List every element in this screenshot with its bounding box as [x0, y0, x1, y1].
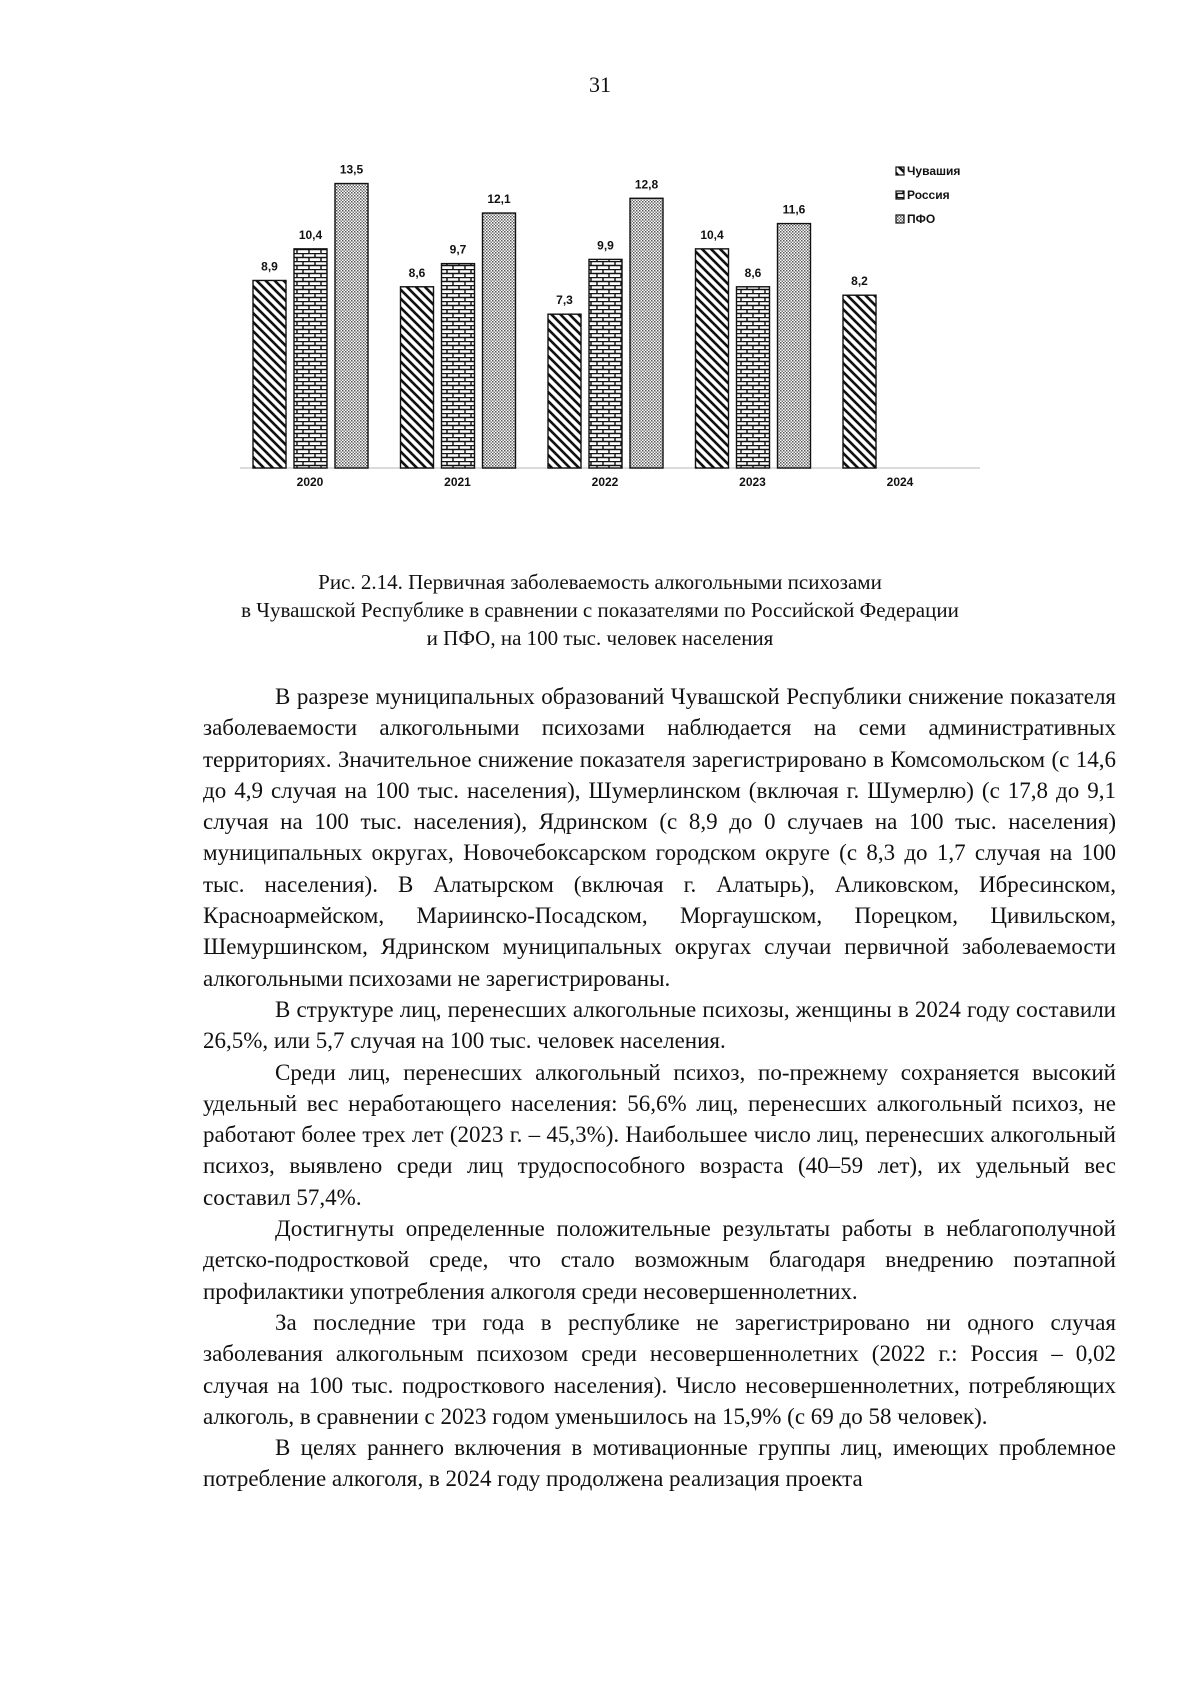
x-tick-label: 2021	[444, 475, 471, 489]
legend-swatch-россия	[896, 191, 904, 199]
data-label: 13,5	[339, 165, 364, 177]
paragraph: В целях раннего включения в мотивационные группы лиц, имеющих проблемное потребление алкоголя, в 2024 году продолжена реализация проекта	[203, 1435, 1116, 1492]
data-label: 9,9	[597, 238, 614, 253]
bar-чувашия-2022	[548, 314, 581, 468]
bar-россия-2023	[737, 287, 770, 468]
bar-чувашия-2021	[401, 287, 434, 468]
bar-пфо-2020	[335, 184, 368, 468]
body-text	[203, 681, 1116, 1495]
legend-label: ПФО	[907, 212, 936, 226]
x-tick-label: 2023	[739, 475, 766, 489]
legend-label: Россия	[907, 188, 950, 202]
data-label: 8,6	[744, 265, 762, 280]
data-label: 10,4	[700, 227, 724, 242]
paragraph: В разрезе муниципальных образований Чувашской Республики снижение показателя заболеваемости алкогольными психозами наблюдается на семи административных территориях. Значительное снижение показателя зарегистрировано в Комсомольском (с 14,6 до 4,9 случая на 100 тыс. населения), Шумерлинском (включая г. Шумерлю) (с 17,8 до 9,1 случая на 100 тыс. населения), Ядринском (с 8,9 до 0 случаев на 100 тыс. населения) муниципальных округах, Новочебоксарском городском округе (с 8,3 до 1,7 случая на 100 тыс. населения). В Алатырском (включая г. Алатырь), Аликовском, Ибресинском, Красноармейском, Мариинско-Посадском, Моргаушском, Порецком, Цивильском, Шемуршинском, Ядринском муниципальных округах случаи первичной заболеваемости алкогольными психозами не зарегистрированы.	[203, 684, 1116, 991]
caption-line: Рис. 2.14. Первичная заболеваемость алкогольными психозами	[318, 570, 882, 594]
bar-чувашия-2023	[696, 249, 729, 468]
paragraph: Среди лиц, перенесших алкогольный психоз, по-прежнему сохраняется высокий удельный вес неработающего населения: 56,6% лиц, перенесших алкогольный психоз, не работают более трех лет (2023 г. – 45,3%). Наибольшее число лиц, перенесших алкогольный психоз, выявлено среди лиц трудоспособного возраста (40–59 лет), их удельный вес составил 57,4%.	[203, 1059, 1116, 1210]
paragraph: За последние три года в республике не зарегистрировано ни одного случая заболевания алкогольным психозом среди несовершеннолетних (2022 г.: Россия – 0,02 случая на 100 тыс. подросткового населения). Число несовершеннолетних, потребляющих алкоголь, в сравнении с 2023 годом уменьшилось на 15,9% (с 69 до 58 человек).	[203, 1309, 1116, 1429]
caption-line: в Чувашской Республике в сравнении с показателями по Российской Федерации	[241, 598, 959, 622]
caption-line: и ПФО, на 100 тыс. человек населения	[426, 626, 774, 650]
bar-пфо-2021	[483, 213, 516, 468]
figure-caption	[150, 568, 1050, 652]
data-label: 8,2	[851, 274, 868, 289]
legend-label: Чувашия	[907, 165, 961, 178]
data-label: 10,4	[298, 227, 323, 242]
data-label: 7,3	[556, 293, 573, 308]
paragraph: В структуре лиц, перенесших алкогольные психозы, женщины в 2024 году составили 26,5%, или 5,7 случая на 100 тыс. человек населения.	[203, 996, 1116, 1054]
bar-пфо-2023	[778, 224, 811, 468]
data-label: 12,1	[487, 192, 511, 207]
bar-пфо-2022	[630, 198, 663, 468]
page-number: 31	[589, 72, 611, 97]
data-label: 12,8	[634, 177, 659, 192]
data-label: 9,7	[449, 242, 467, 257]
chart-legend	[896, 165, 960, 226]
data-label: 8,6	[408, 265, 426, 280]
x-tick-label: 2020	[296, 475, 324, 489]
bar-чувашия-2020	[253, 280, 286, 468]
bar-россия-2020	[294, 249, 327, 468]
bar-россия-2021	[442, 264, 475, 468]
data-label: 11,6	[782, 202, 806, 217]
legend-swatch-чувашия	[896, 167, 904, 175]
bar-чувашия-2024	[843, 295, 876, 468]
legend-swatch-пфо	[896, 215, 904, 223]
data-label: 8,9	[261, 259, 278, 274]
x-tick-label: 2022	[591, 475, 619, 489]
bar-россия-2022	[589, 259, 622, 468]
bar-chart	[240, 165, 980, 510]
x-tick-label: 2024	[886, 475, 914, 489]
paragraph: Достигнуты определенные положительные результаты работы в неблагополучной детско-подростковой среде, что стало возможным благодаря внедрению поэтапной профилактики употребления алкоголя среди несовершеннолетних.	[203, 1216, 1116, 1304]
